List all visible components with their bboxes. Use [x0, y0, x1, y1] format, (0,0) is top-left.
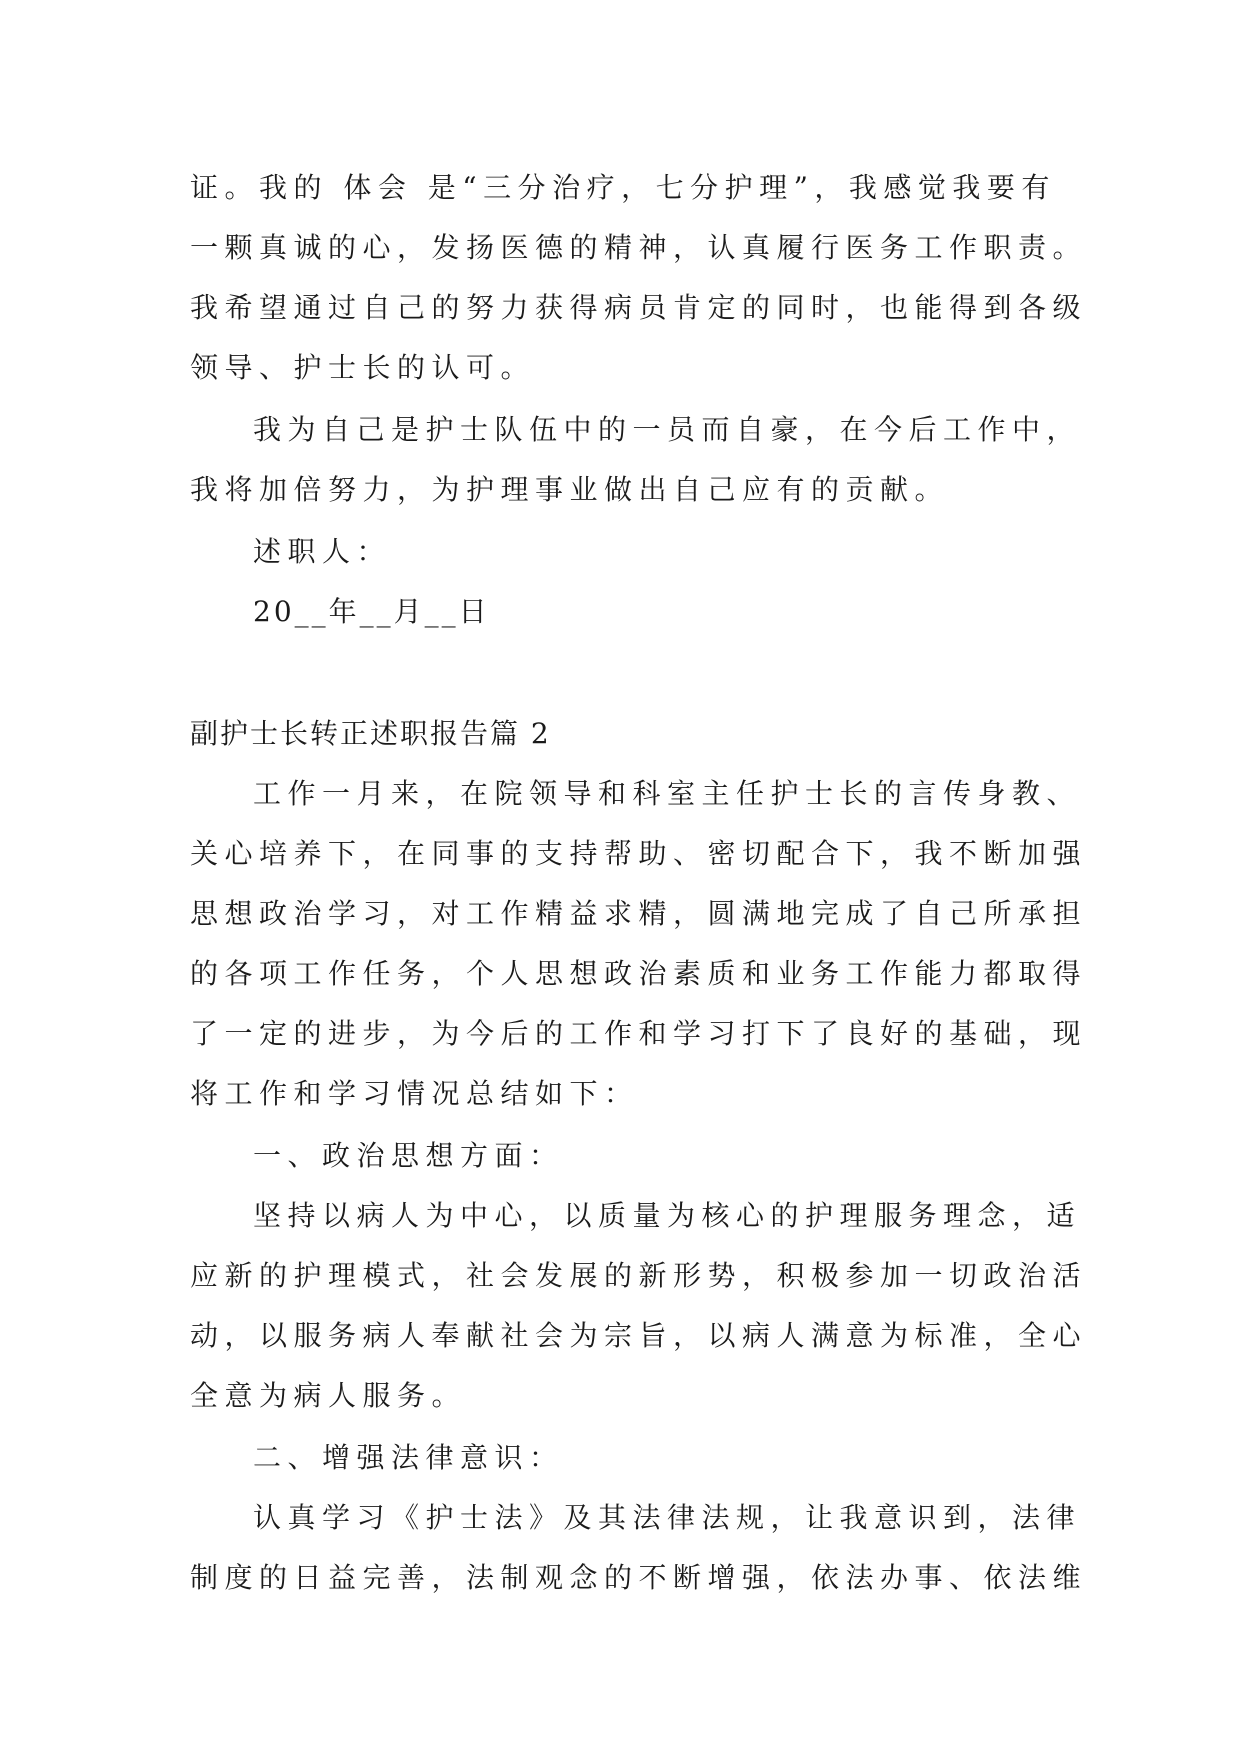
paragraph-line: 领导、护士长的认可。	[190, 351, 536, 384]
paragraph-line: 我将加倍努力，为护理事业做出自己应有的贡献。	[190, 473, 950, 506]
paragraph-line: 将工作和学习情况总结如下：	[190, 1077, 639, 1110]
paragraph-line: 证。我的 体会 是“三分治疗，七分护理”，我感觉我要有	[190, 171, 1056, 204]
paragraph-line: 思想政治学习，对工作精益求精，圆满地完成了自己所承担	[190, 897, 1088, 930]
paragraph-line: 了一定的进步，为今后的工作和学习打下了良好的基础，现	[190, 1017, 1088, 1050]
paragraph-line: 工作一月来，在院领导和科室主任护士长的言传身教、	[253, 777, 1082, 810]
paragraph-line: 我希望通过自己的努力获得病员肯定的同时，也能得到各级	[190, 291, 1088, 324]
subheading: 二、增强法律意识：	[253, 1441, 564, 1474]
paragraph-line: 制度的日益完善，法制观念的不断增强，依法办事、依法维	[190, 1561, 1088, 1594]
paragraph-line: 全意为病人服务。	[190, 1379, 467, 1412]
paragraph-line: 我为自己是护士队伍中的一员而自豪，在今后工作中，	[253, 413, 1082, 446]
paragraph-line: 认真学习《护士法》及其法律法规，让我意识到，法律	[253, 1501, 1082, 1534]
date-line: 20__年__月__日	[253, 595, 490, 628]
paragraph-line: 关心培养下，在同事的支持帮助、密切配合下，我不断加强	[190, 837, 1088, 870]
paragraph-line: 应新的护理模式，社会发展的新形势，积极参加一切政治活	[190, 1259, 1088, 1292]
paragraph-line: 动，以服务病人奉献社会为宗旨，以病人满意为标准，全心	[190, 1319, 1088, 1352]
signature-label: 述职人：	[253, 535, 392, 568]
subheading: 一、政治思想方面：	[253, 1139, 564, 1172]
paragraph-line: 的各项工作任务，个人思想政治素质和业务工作能力都取得	[190, 957, 1088, 990]
paragraph-line: 一颗真诚的心，发扬医德的精神，认真履行医务工作职责。	[190, 231, 1088, 264]
paragraph-line: 坚持以病人为中心，以质量为核心的护理服务理念，适	[253, 1199, 1082, 1232]
section-title: 副护士长转正述职报告篇 2	[190, 717, 551, 750]
